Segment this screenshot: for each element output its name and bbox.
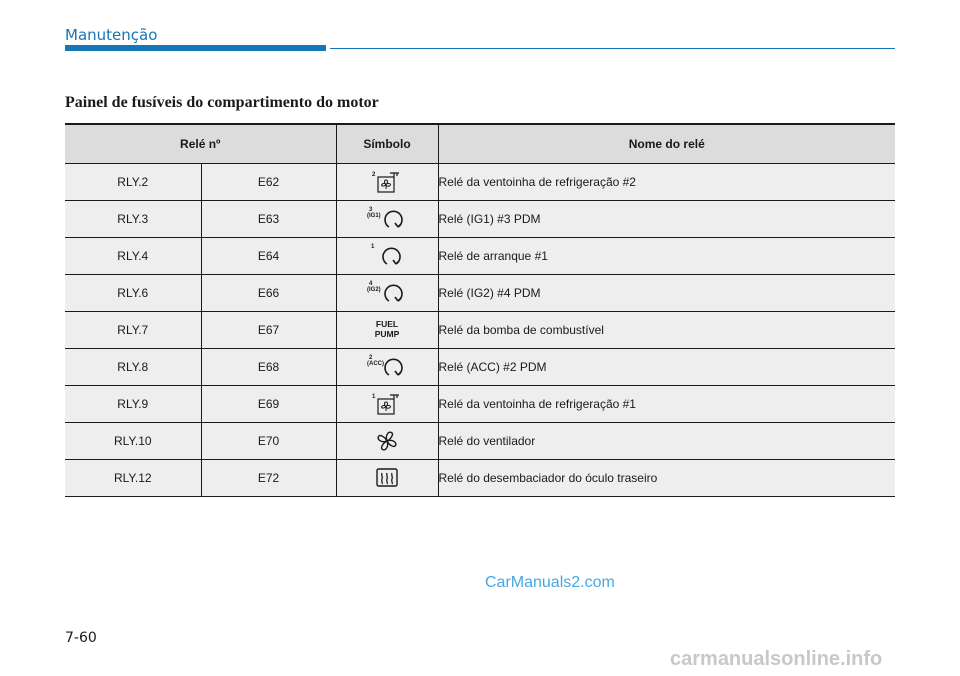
relay-id: RLY.9	[65, 386, 201, 423]
section-rule-accent	[65, 45, 326, 51]
section-rule-line	[330, 48, 895, 49]
table-row	[65, 164, 895, 201]
relay-symbol	[336, 423, 438, 460]
relay-id: RLY.10	[65, 423, 201, 460]
table-row	[65, 386, 895, 423]
relay-code: E62	[201, 164, 336, 201]
relay-name: Relé (IG1) #3 PDM	[438, 201, 895, 238]
relay-name: Relé da ventoinha de refrigeração #1	[438, 386, 895, 423]
table-row	[65, 423, 895, 460]
relay-name: Relé da ventoinha de refrigeração #2	[438, 164, 895, 201]
relay-code: E64	[201, 238, 336, 275]
relay-symbol	[336, 164, 438, 201]
fuel-label: FUEL	[375, 319, 399, 329]
relay-symbol	[336, 312, 438, 349]
symbol-number: 2	[372, 172, 376, 178]
relay-name: Relé da bomba de combustível	[438, 312, 895, 349]
relay-symbol	[336, 386, 438, 423]
blower-fan-icon	[374, 428, 400, 454]
watermark-text: carmanualsonline.info	[670, 648, 883, 670]
relay-name: Relé do desembaciador do óculo traseiro	[438, 460, 895, 497]
table-header-row	[65, 124, 895, 164]
relay-symbol	[336, 275, 438, 312]
relay-code: E72	[201, 460, 336, 497]
column-header-relay-name: Nome do relé	[438, 124, 895, 164]
fuel-pump-text	[337, 319, 438, 339]
symbol-sublabel: (IG1)	[367, 213, 381, 219]
relay-id: RLY.4	[65, 238, 201, 275]
symbol-number: 4	[369, 281, 373, 287]
relay-code: E69	[201, 386, 336, 423]
radiator-fan-icon	[372, 393, 402, 415]
rear-defroster-icon	[375, 467, 399, 489]
page-title: Painel de fusíveis do compartimento do motor	[65, 94, 379, 111]
relay-code: E67	[201, 312, 336, 349]
symbol-sublabel: (IG2)	[367, 287, 381, 293]
relay-code: E70	[201, 423, 336, 460]
pump-label: PUMP	[374, 329, 400, 339]
relay-id: RLY.7	[65, 312, 201, 349]
relay-table	[65, 123, 895, 497]
table-row	[65, 349, 895, 386]
table-row	[65, 312, 895, 349]
relay-name: Relé do ventilador	[438, 423, 895, 460]
relay-symbol	[336, 460, 438, 497]
page-number: 7-60	[65, 630, 97, 646]
relay-name: Relé (IG2) #4 PDM	[438, 275, 895, 312]
relay-id: RLY.2	[65, 164, 201, 201]
table-row	[65, 460, 895, 497]
symbol-number: 3	[369, 207, 373, 213]
symbol-sublabel: (ACC)	[367, 361, 384, 367]
radiator-fan-icon	[372, 171, 402, 193]
relay-symbol	[336, 238, 438, 275]
watermark-link[interactable]: CarManuals2.com	[485, 574, 615, 591]
relay-symbol	[336, 349, 438, 386]
relay-id: RLY.3	[65, 201, 201, 238]
table-row	[65, 275, 895, 312]
table-row	[65, 238, 895, 275]
relay-id: RLY.12	[65, 460, 201, 497]
relay-arrow-icon	[369, 243, 405, 269]
relay-symbol	[336, 201, 438, 238]
relay-arrow-icon	[367, 206, 407, 232]
relay-code: E68	[201, 349, 336, 386]
relay-code: E63	[201, 201, 336, 238]
column-header-symbol: Símbolo	[336, 124, 438, 164]
symbol-number: 1	[372, 394, 376, 400]
table-row	[65, 201, 895, 238]
relay-arrow-icon	[367, 354, 407, 380]
symbol-number: 2	[369, 355, 373, 361]
column-header-relay-number: Relé nº	[65, 124, 336, 164]
relay-arrow-icon	[367, 280, 407, 306]
symbol-number: 1	[371, 244, 375, 250]
relay-name: Relé de arranque #1	[438, 238, 895, 275]
relay-id: RLY.8	[65, 349, 201, 386]
relay-id: RLY.6	[65, 275, 201, 312]
section-header: Manutenção	[65, 26, 158, 44]
relay-name: Relé (ACC) #2 PDM	[438, 349, 895, 386]
relay-code: E66	[201, 275, 336, 312]
